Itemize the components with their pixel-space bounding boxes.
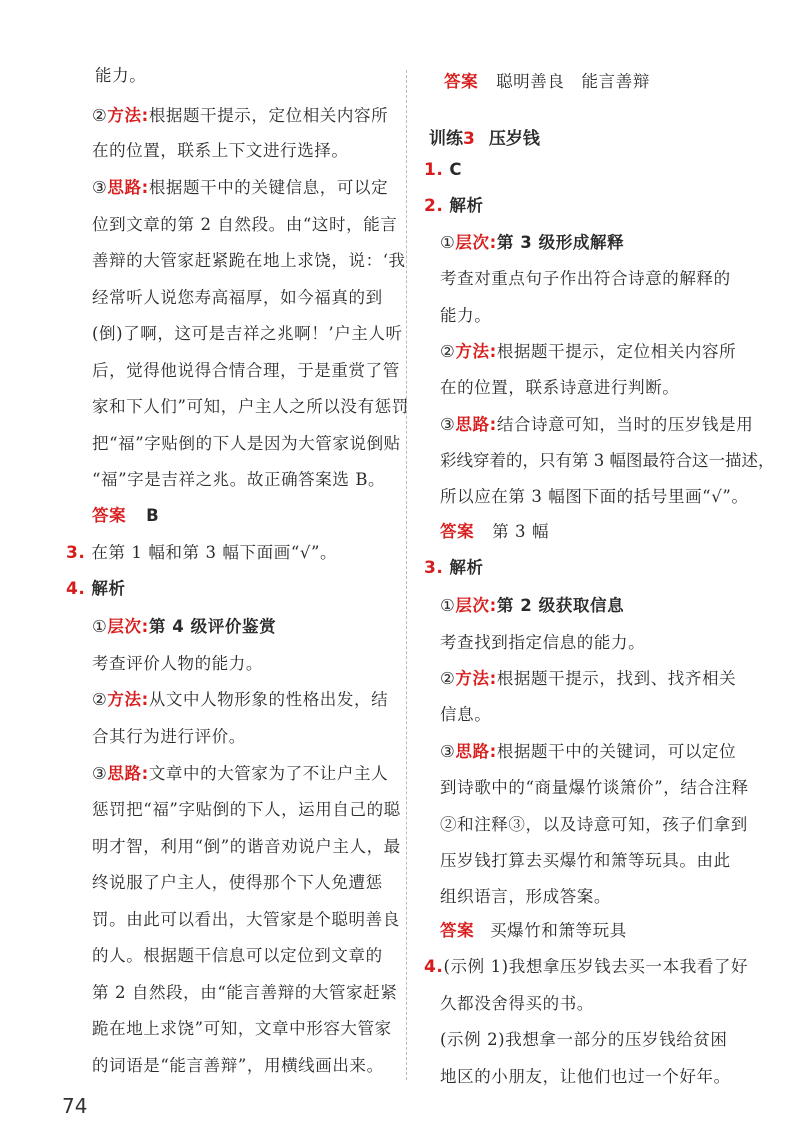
text-line: 终说服了户主人，使得那个下人免遭惩 bbox=[92, 873, 383, 892]
method-text: 根据题干提示，定位相关内容所 bbox=[148, 106, 389, 125]
text-line: 合其行为进行评价。 bbox=[92, 727, 246, 746]
level-line bbox=[440, 596, 624, 616]
thought-text: 文章中的大管家为了不让户主人 bbox=[148, 764, 389, 783]
method-tag: 方法: bbox=[455, 669, 497, 688]
answer-line bbox=[444, 72, 650, 92]
method-line bbox=[440, 342, 736, 362]
text-line: 惩罚把“福”字贴倒的下人，运用自己的聪 bbox=[92, 800, 401, 819]
question-3-line bbox=[424, 558, 484, 578]
question-2-line bbox=[424, 196, 484, 216]
circled-number: ③ bbox=[92, 178, 108, 197]
level-text: 第 3 级形成解释 bbox=[496, 233, 625, 252]
text-line: 的人。根据题干信息可以定位到文章的 bbox=[92, 946, 383, 965]
text-line: 后，觉得他说得合情合理，于是重赏了管 bbox=[92, 361, 400, 380]
text-line: 考查找到指定信息的能力。 bbox=[440, 633, 646, 652]
section-label: 训练 bbox=[429, 129, 463, 149]
answer-value: B bbox=[146, 506, 160, 525]
level-text: 第 2 级获取信息 bbox=[496, 596, 625, 615]
question-number: 4. bbox=[66, 579, 86, 599]
text-line: 明才智，利用“倒”的谐音劝说户主人，最 bbox=[92, 837, 401, 856]
question-text: 在第 1 幅和第 3 幅下面画“√”。 bbox=[91, 543, 338, 562]
analysis-label: 解析 bbox=[91, 579, 126, 598]
text-line: 在的位置，联系诗意进行判断。 bbox=[440, 378, 680, 397]
question-number: 1. bbox=[424, 160, 444, 180]
thought-tag: 思路: bbox=[455, 742, 497, 761]
thought-line bbox=[92, 178, 388, 198]
thought-line bbox=[440, 415, 753, 435]
section-heading bbox=[429, 124, 540, 149]
text-line: 所以应在第 3 幅图下面的括号里画“√”。 bbox=[440, 487, 749, 506]
circled-number: ① bbox=[92, 617, 108, 636]
answer-value: 聪明善良 能言善辩 bbox=[496, 72, 650, 91]
answer-tag: 答案 bbox=[440, 522, 475, 541]
method-text: 根据题干提示，找到、找齐相关 bbox=[496, 669, 737, 688]
level-tag: 层次: bbox=[455, 233, 497, 252]
text-line: 位到文章的第 2 自然段。由“这时，能言 bbox=[92, 215, 398, 234]
method-tag: 方法: bbox=[455, 342, 497, 361]
method-line bbox=[440, 669, 736, 689]
text-line: 压岁钱打算去买爆竹和箫等玩具。由此 bbox=[440, 851, 731, 870]
circled-number: ③ bbox=[440, 742, 456, 761]
text-line: 把“福”字贴倒的下人是因为大管家说倒贴 bbox=[92, 434, 401, 453]
circled-number: ① bbox=[440, 596, 456, 615]
text-line: ②和注释③，以及诗意可知，孩子们拿到 bbox=[440, 815, 748, 834]
circled-number: ② bbox=[440, 669, 456, 688]
circled-number: ② bbox=[92, 106, 108, 125]
text-line: 久都没舍得买的书。 bbox=[440, 994, 594, 1013]
text-line: 罚。由此可以看出，大管家是个聪明善良 bbox=[92, 910, 400, 929]
thought-tag: 思路: bbox=[455, 415, 497, 434]
answer-value: 第 3 幅 bbox=[492, 522, 550, 541]
level-line bbox=[92, 617, 276, 637]
text-line: (示例 2)我想拿一部分的压岁钱给贫困 bbox=[440, 1030, 728, 1049]
method-tag: 方法: bbox=[107, 690, 149, 709]
text-line: 跪在地上求饶”可知，文章中形容大管家 bbox=[92, 1019, 392, 1038]
level-line bbox=[440, 233, 624, 253]
circled-number: ③ bbox=[92, 764, 108, 783]
analysis-label: 解析 bbox=[449, 196, 484, 215]
method-line bbox=[92, 106, 388, 126]
text-line: (倒)了啊，这可是吉祥之兆啊！’户主人听 bbox=[92, 324, 403, 343]
section-title: 压岁钱 bbox=[488, 129, 540, 149]
answer-line bbox=[440, 522, 549, 542]
text-line: 信息。 bbox=[440, 705, 492, 724]
text-line: 地区的小朋友，让他们也过一个好年。 bbox=[440, 1067, 731, 1086]
circled-number: ② bbox=[440, 342, 456, 361]
answer-value: 买爆竹和箫等玩具 bbox=[490, 921, 627, 940]
question-text: (示例 1)我想拿压岁钱去买一本我看了好 bbox=[443, 957, 749, 976]
thought-text: 根据题干中的关键词，可以定位 bbox=[496, 742, 737, 761]
text-line: 彩线穿着的，只有第 3 幅图最符合这一描述， bbox=[440, 451, 775, 470]
method-text: 从文中人物形象的性格出发，结 bbox=[148, 690, 389, 709]
question-4-line bbox=[66, 579, 126, 599]
text-line: 在的位置，联系上下文进行选择。 bbox=[92, 141, 349, 160]
thought-text: 结合诗意可知，当时的压岁钱是用 bbox=[496, 415, 754, 434]
level-tag: 层次: bbox=[455, 596, 497, 615]
thought-text: 根据题干中的关键信息，可以定 bbox=[148, 178, 389, 197]
method-text: 根据题干提示，定位相关内容所 bbox=[496, 342, 737, 361]
circled-number: ① bbox=[440, 233, 456, 252]
thought-line bbox=[440, 742, 736, 762]
level-tag: 层次: bbox=[107, 617, 149, 636]
column-divider bbox=[406, 70, 407, 1080]
question-number: 4. bbox=[424, 957, 444, 977]
method-tag: 方法: bbox=[107, 106, 149, 125]
question-1-line bbox=[424, 160, 462, 180]
text-line: 能力。 bbox=[440, 306, 492, 325]
text-line: 家和下人们”可知，户主人之所以没有惩罚 bbox=[92, 397, 409, 416]
circled-number: ② bbox=[92, 690, 108, 709]
text-line: 第 2 自然段，由“能言善辩的大管家赶紧 bbox=[92, 983, 398, 1002]
section-number: 3 bbox=[463, 129, 475, 149]
question-number: 3. bbox=[424, 558, 444, 578]
analysis-label: 解析 bbox=[449, 558, 484, 577]
question-answer: C bbox=[449, 160, 463, 179]
question-number: 3. bbox=[66, 543, 86, 563]
answer-line bbox=[440, 921, 627, 941]
question-number: 2. bbox=[424, 196, 444, 216]
level-text: 第 4 级评价鉴赏 bbox=[148, 617, 277, 636]
text-line: “福”字是吉祥之兆。故正确答案选 B。 bbox=[92, 470, 386, 489]
thought-line bbox=[92, 764, 388, 784]
text-line: 能力。 bbox=[95, 66, 147, 85]
circled-number: ③ bbox=[440, 415, 456, 434]
text-line: 经常听人说您寿高福厚，如今福真的到 bbox=[92, 288, 383, 307]
question-3-line bbox=[66, 543, 337, 563]
method-line bbox=[92, 690, 388, 710]
question-4-line bbox=[424, 957, 748, 977]
text-line: 到诗歌中的“商量爆竹谈箫价”，结合注释 bbox=[440, 778, 749, 797]
text-line: 的词语是“能言善辩”，用横线画出来。 bbox=[92, 1056, 384, 1075]
answer-line bbox=[92, 506, 159, 526]
answer-tag: 答案 bbox=[92, 506, 127, 525]
thought-tag: 思路: bbox=[107, 178, 149, 197]
answer-tag: 答案 bbox=[444, 72, 479, 91]
text-line: 组织语言，形成答案。 bbox=[440, 887, 611, 906]
text-line: 考查评价人物的能力。 bbox=[92, 654, 263, 673]
thought-tag: 思路: bbox=[107, 764, 149, 783]
text-line: 善辩的大管家赶紧跪在地上求饶，说：‘我 bbox=[92, 251, 406, 270]
page-number: 74 bbox=[62, 1094, 88, 1118]
answer-tag: 答案 bbox=[440, 921, 475, 940]
text-line: 考查对重点句子作出符合诗意的解释的 bbox=[440, 269, 731, 288]
